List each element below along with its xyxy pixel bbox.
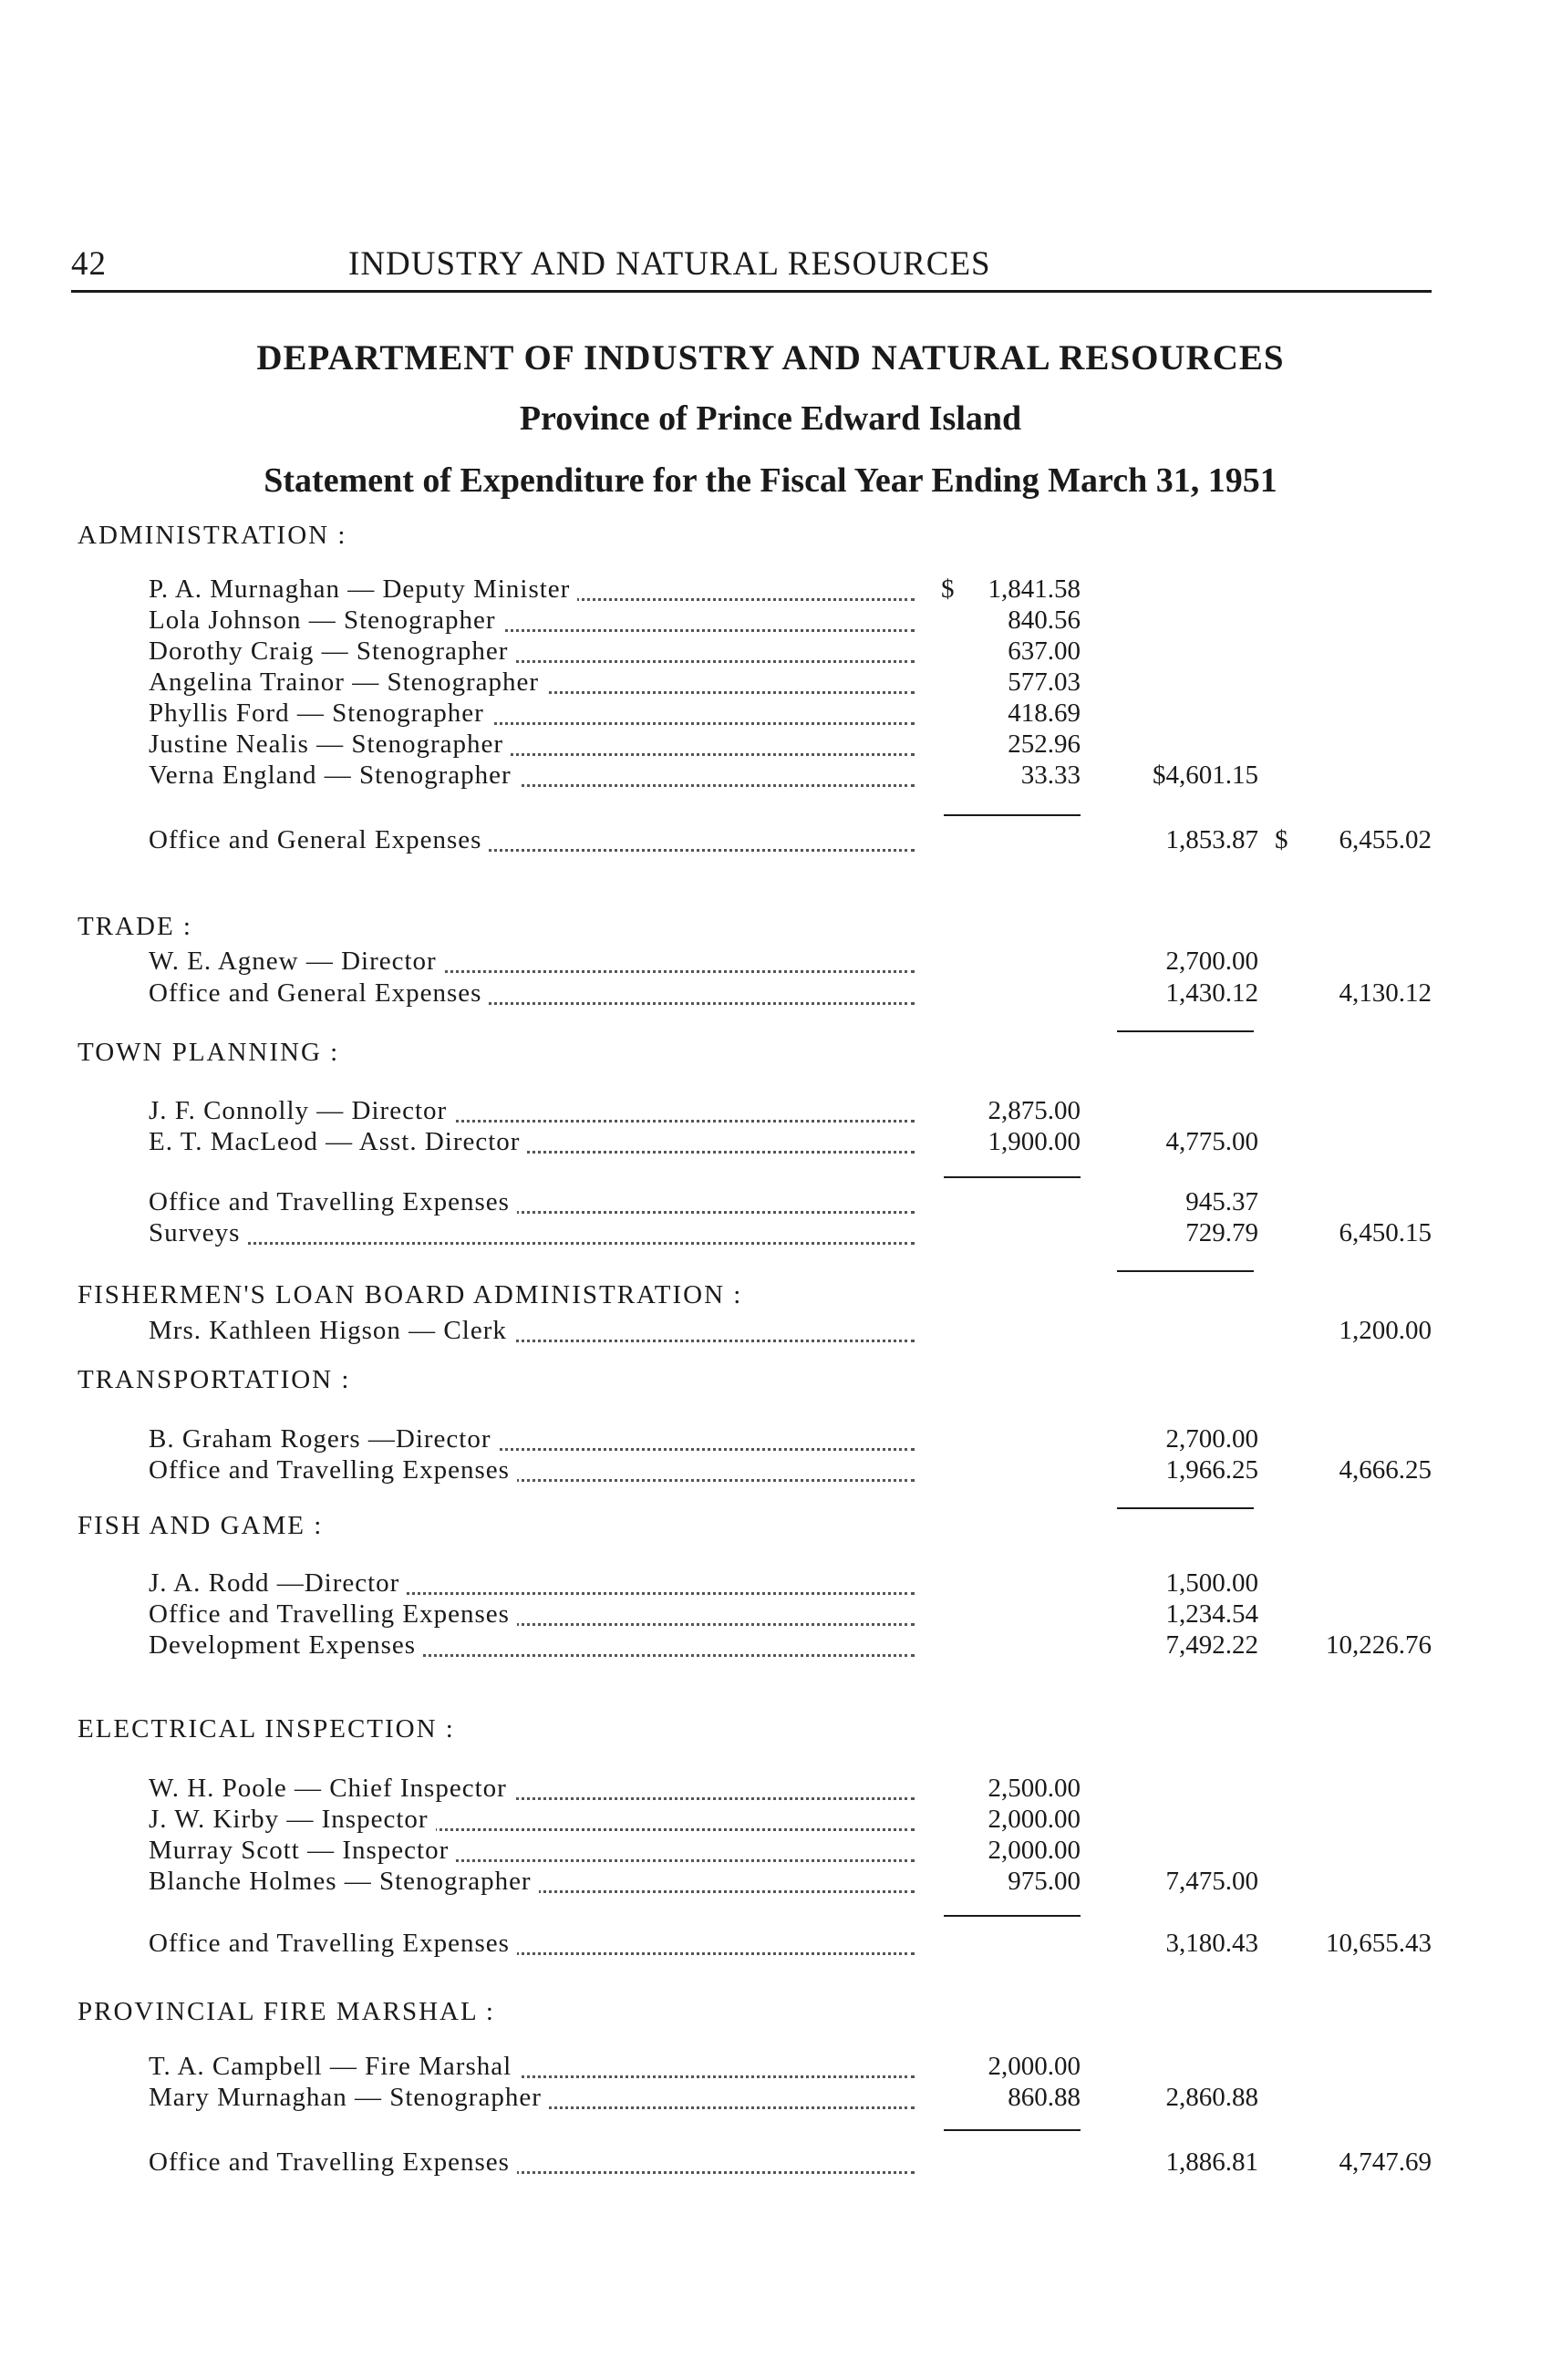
table-row: E. T. MacLeod — Asst. Director [149,1127,915,1158]
amount: 840.56 [1008,605,1081,635]
sum-rule [944,814,1081,816]
amount: 7,492.22 [1165,1630,1258,1660]
amount: 3,180.43 [1165,1929,1258,1958]
sum-rule [944,2129,1081,2131]
table-row: Office and General Expenses [149,978,915,1009]
amount: 2,500.00 [988,1774,1081,1803]
section-total: 4,747.69 [1339,2147,1432,2177]
section-heading-administration: ADMINISTRATION : [78,521,347,550]
amount: 1,853.87 [1165,825,1258,854]
table-row: Mrs. Kathleen Higson — Clerk [149,1316,915,1347]
table-row: Dorothy Craig — Stenographer [149,636,915,667]
department-title: DEPARTMENT OF INDUSTRY AND NATURAL RESOURCES [256,338,1285,378]
subtotal: 2,860.88 [1165,2083,1258,2112]
section-total: 6,455.02 [1339,825,1432,854]
amount: 1,966.25 [1165,1455,1258,1485]
amount: 1,430.12 [1165,978,1258,1008]
table-row: Office and Travelling Expenses [149,1599,915,1630]
table-row: Murray Scott — Inspector [149,1836,915,1867]
table-row: Office and Travelling Expenses [149,1455,915,1486]
dollar-sign: $ [1275,825,1288,854]
sum-rule [1117,1507,1254,1509]
section-total: 6,450.15 [1339,1218,1432,1247]
table-row: Office and Travelling Expenses [149,2147,915,2178]
table-row: Office and Travelling Expenses [149,1187,915,1218]
amount: 252.96 [1008,730,1081,759]
amount: 1,234.54 [1165,1599,1258,1629]
dollar-sign: $ [941,574,955,604]
section-total: 10,226.76 [1326,1630,1432,1660]
amount: 1,841.58 [988,574,1081,604]
table-row: Lola Johnson — Stenographer [149,605,915,636]
statement-title: Statement of Expenditure for the Fiscal Year Ending March 31, 1951 [264,461,1277,500]
subtotal: $4,601.15 [1153,761,1258,790]
table-row: Angelina Trainor — Stenographer [149,667,915,698]
amount: 2,000.00 [988,2052,1081,2081]
header-rule [71,290,1432,293]
province-subtitle: Province of Prince Edward Island [519,399,1022,438]
section-heading-electrical-inspection: ELECTRICAL INSPECTION : [78,1714,455,1744]
amount: 975.00 [1008,1867,1081,1896]
table-row: Mary Murnaghan — Stenographer [149,2083,915,2114]
table-row: Development Expenses [149,1630,915,1661]
section-heading-fishermens-loan: FISHERMEN'S LOAN BOARD ADMINISTRATION : [78,1280,743,1309]
section-total: 1,200.00 [1339,1316,1432,1345]
running-title: INDUSTRY AND NATURAL RESOURCES [348,245,991,283]
amount: 2,875.00 [988,1096,1081,1125]
section-heading-trade: TRADE : [78,912,192,941]
table-row: B. Graham Rogers —Director [149,1424,915,1455]
table-row: W. H. Poole — Chief Inspector [149,1774,915,1805]
amount: 33.33 [1020,761,1081,790]
table-row: J. W. Kirby — Inspector [149,1805,915,1836]
amount: 1,886.81 [1165,2147,1258,2177]
subtotal: 7,475.00 [1165,1867,1258,1896]
sum-rule [1117,1030,1254,1032]
table-row: W. E. Agnew — Director [149,947,915,978]
table-row: P. A. Murnaghan — Deputy Minister [149,574,915,605]
table-row: Justine Nealis — Stenographer [149,730,915,761]
amount: 729.79 [1185,1218,1258,1247]
sum-rule [1117,1270,1254,1272]
amount: 637.00 [1008,636,1081,666]
sum-rule [944,1915,1081,1917]
amount: 2,700.00 [1165,947,1258,976]
subtotal: 4,775.00 [1165,1127,1258,1156]
amount: 945.37 [1185,1187,1258,1216]
section-total: 4,666.25 [1339,1455,1432,1485]
amount: 577.03 [1008,667,1081,697]
sum-rule [944,1176,1081,1178]
amount: 1,900.00 [988,1127,1081,1156]
table-row: Blanche Holmes — Stenographer [149,1867,915,1898]
table-row: Office and Travelling Expenses [149,1929,915,1960]
section-total: 10,655.43 [1326,1929,1432,1958]
amount: 1,500.00 [1165,1568,1258,1598]
amount: 2,000.00 [988,1805,1081,1834]
section-heading-transportation: TRANSPORTATION : [78,1365,351,1394]
table-row: J. F. Connolly — Director [149,1096,915,1127]
table-row: Phyllis Ford — Stenographer [149,698,915,730]
table-row: Surveys [149,1218,915,1249]
section-heading-fire-marshal: PROVINCIAL FIRE MARSHAL : [78,1997,495,2026]
section-total: 4,130.12 [1339,978,1432,1008]
table-row: Verna England — Stenographer [149,761,915,792]
table-row: Office and General Expenses [149,825,915,856]
amount: 2,700.00 [1165,1424,1258,1454]
table-row: J. A. Rodd —Director [149,1568,915,1599]
amount: 418.69 [1008,698,1081,728]
amount: 860.88 [1008,2083,1081,2112]
section-heading-town-planning: TOWN PLANNING : [78,1038,340,1067]
amount: 2,000.00 [988,1836,1081,1865]
table-row: T. A. Campbell — Fire Marshal [149,2052,915,2083]
page-number: 42 [71,245,107,283]
section-heading-fish-and-game: FISH AND GAME : [78,1511,324,1540]
